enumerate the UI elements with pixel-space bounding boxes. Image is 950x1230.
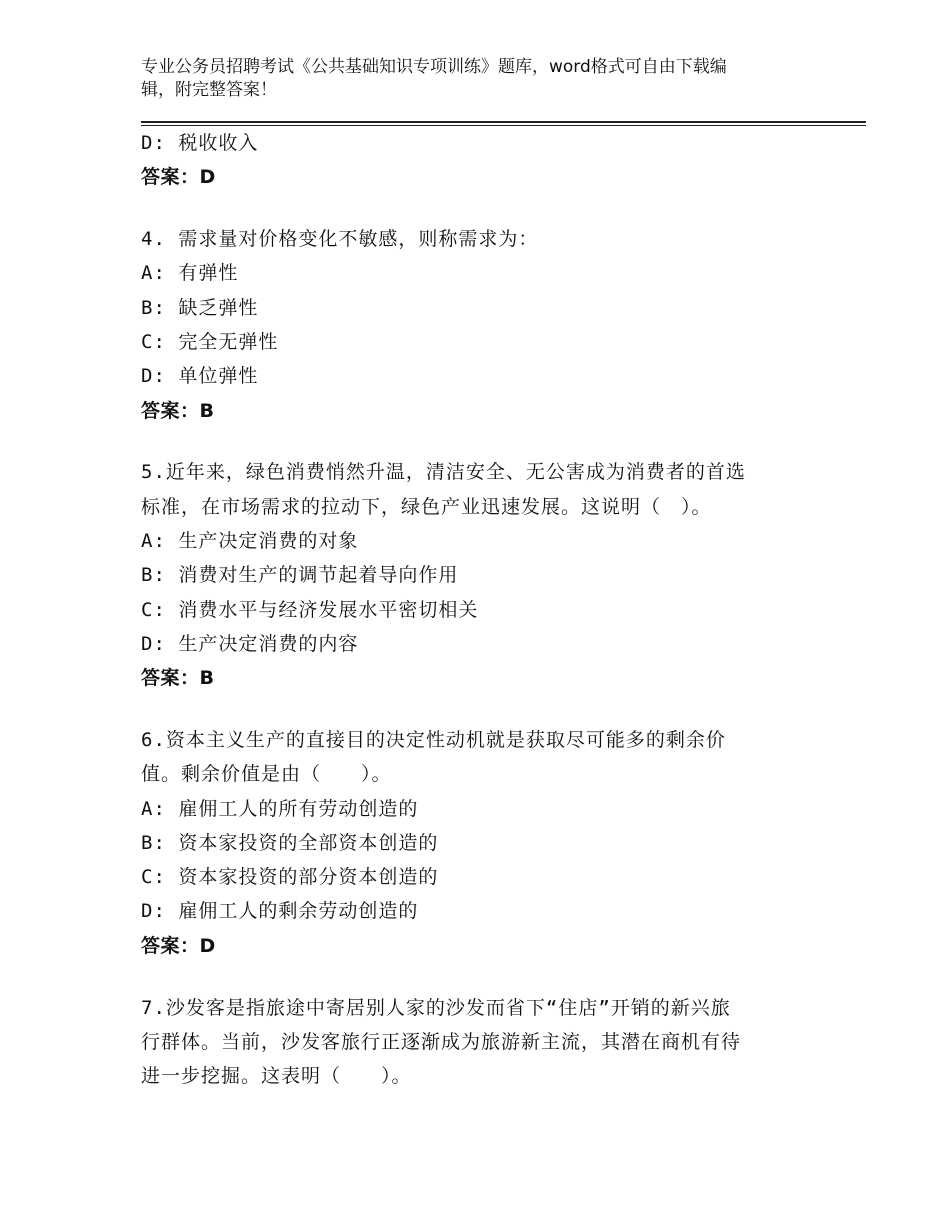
question-7-stem-line-3: 进一步挖掘。这表明（ ）。 <box>141 1065 412 1088</box>
question-6-option-a: A: 雇佣工人的所有劳动创造的 <box>141 797 419 820</box>
question-7-stem-line-1: 7.沙发客是指旅途中寄居别人家的沙发而省下“住店”开销的新兴旅 <box>141 996 731 1019</box>
question-6-stem-line-1: 6.资本主义生产的直接目的决定性动机就是获取尽可能多的剩余价 <box>141 728 726 751</box>
question-4-option-b: B: 缺乏弹性 <box>141 296 259 319</box>
question-5-stem-line-2: 标准，在市场需求的拉动下，绿色产业迅速发展。这说明（ ）。 <box>141 495 712 518</box>
question-4 <box>141 222 841 428</box>
question-gap <box>141 195 841 223</box>
question-4-answer: 答案：B <box>141 399 215 422</box>
carryover-answer: 答案：D <box>141 166 216 189</box>
header-line-1: 专业公务员招聘考试《公共基础知识专项训练》题库，word格式可自由下载编 <box>141 57 727 77</box>
question-gap <box>141 963 841 991</box>
header-line-2: 辑，附完整答案！ <box>141 80 277 100</box>
question-6-option-c: C: 资本家投资的部分资本创造的 <box>141 866 439 889</box>
document-header <box>141 56 791 102</box>
question-content <box>141 126 841 1093</box>
carryover-option-d: D: 税收收入 <box>141 132 259 154</box>
question-6-stem-line-2: 值。剩余价值是由（ ）。 <box>141 763 392 786</box>
question-4-option-d: D: 单位弹性 <box>141 365 259 388</box>
question-6-option-b: B: 资本家投资的全部资本创造的 <box>141 831 439 854</box>
question-6-answer: 答案：D <box>141 934 216 957</box>
question-6 <box>141 723 841 963</box>
question-4-option-a: A: 有弹性 <box>141 262 239 285</box>
question-5-answer: 答案：B <box>141 667 215 690</box>
question-5-option-a: A: 生产决定消费的对象 <box>141 529 359 552</box>
question-5 <box>141 455 841 695</box>
question-6-option-d: D: 雇佣工人的剩余劳动创造的 <box>141 900 419 923</box>
header-divider-thick <box>141 121 866 123</box>
question-gap <box>141 428 841 456</box>
question-5-option-d: D: 生产决定消费的内容 <box>141 632 359 655</box>
question-7-stem-line-2: 行群体。当前，沙发客旅行正逐渐成为旅游新主流，其潜在商机有待 <box>141 1030 742 1053</box>
question-7 <box>141 991 841 1094</box>
question-5-option-c: C: 消费水平与经济发展水平密切相关 <box>141 598 479 621</box>
question-5-option-b: B: 消费对生产的调节起着导向作用 <box>141 564 459 587</box>
question-gap <box>141 695 841 723</box>
question-4-stem-line-1: 4. 需求量对价格变化不敏感，则称需求为： <box>141 228 539 251</box>
question-5-stem-line-1: 5.近年来，绿色消费悄然升温，清洁安全、无公害成为消费者的首选 <box>141 461 746 484</box>
question-4-option-c: C: 完全无弹性 <box>141 330 279 353</box>
